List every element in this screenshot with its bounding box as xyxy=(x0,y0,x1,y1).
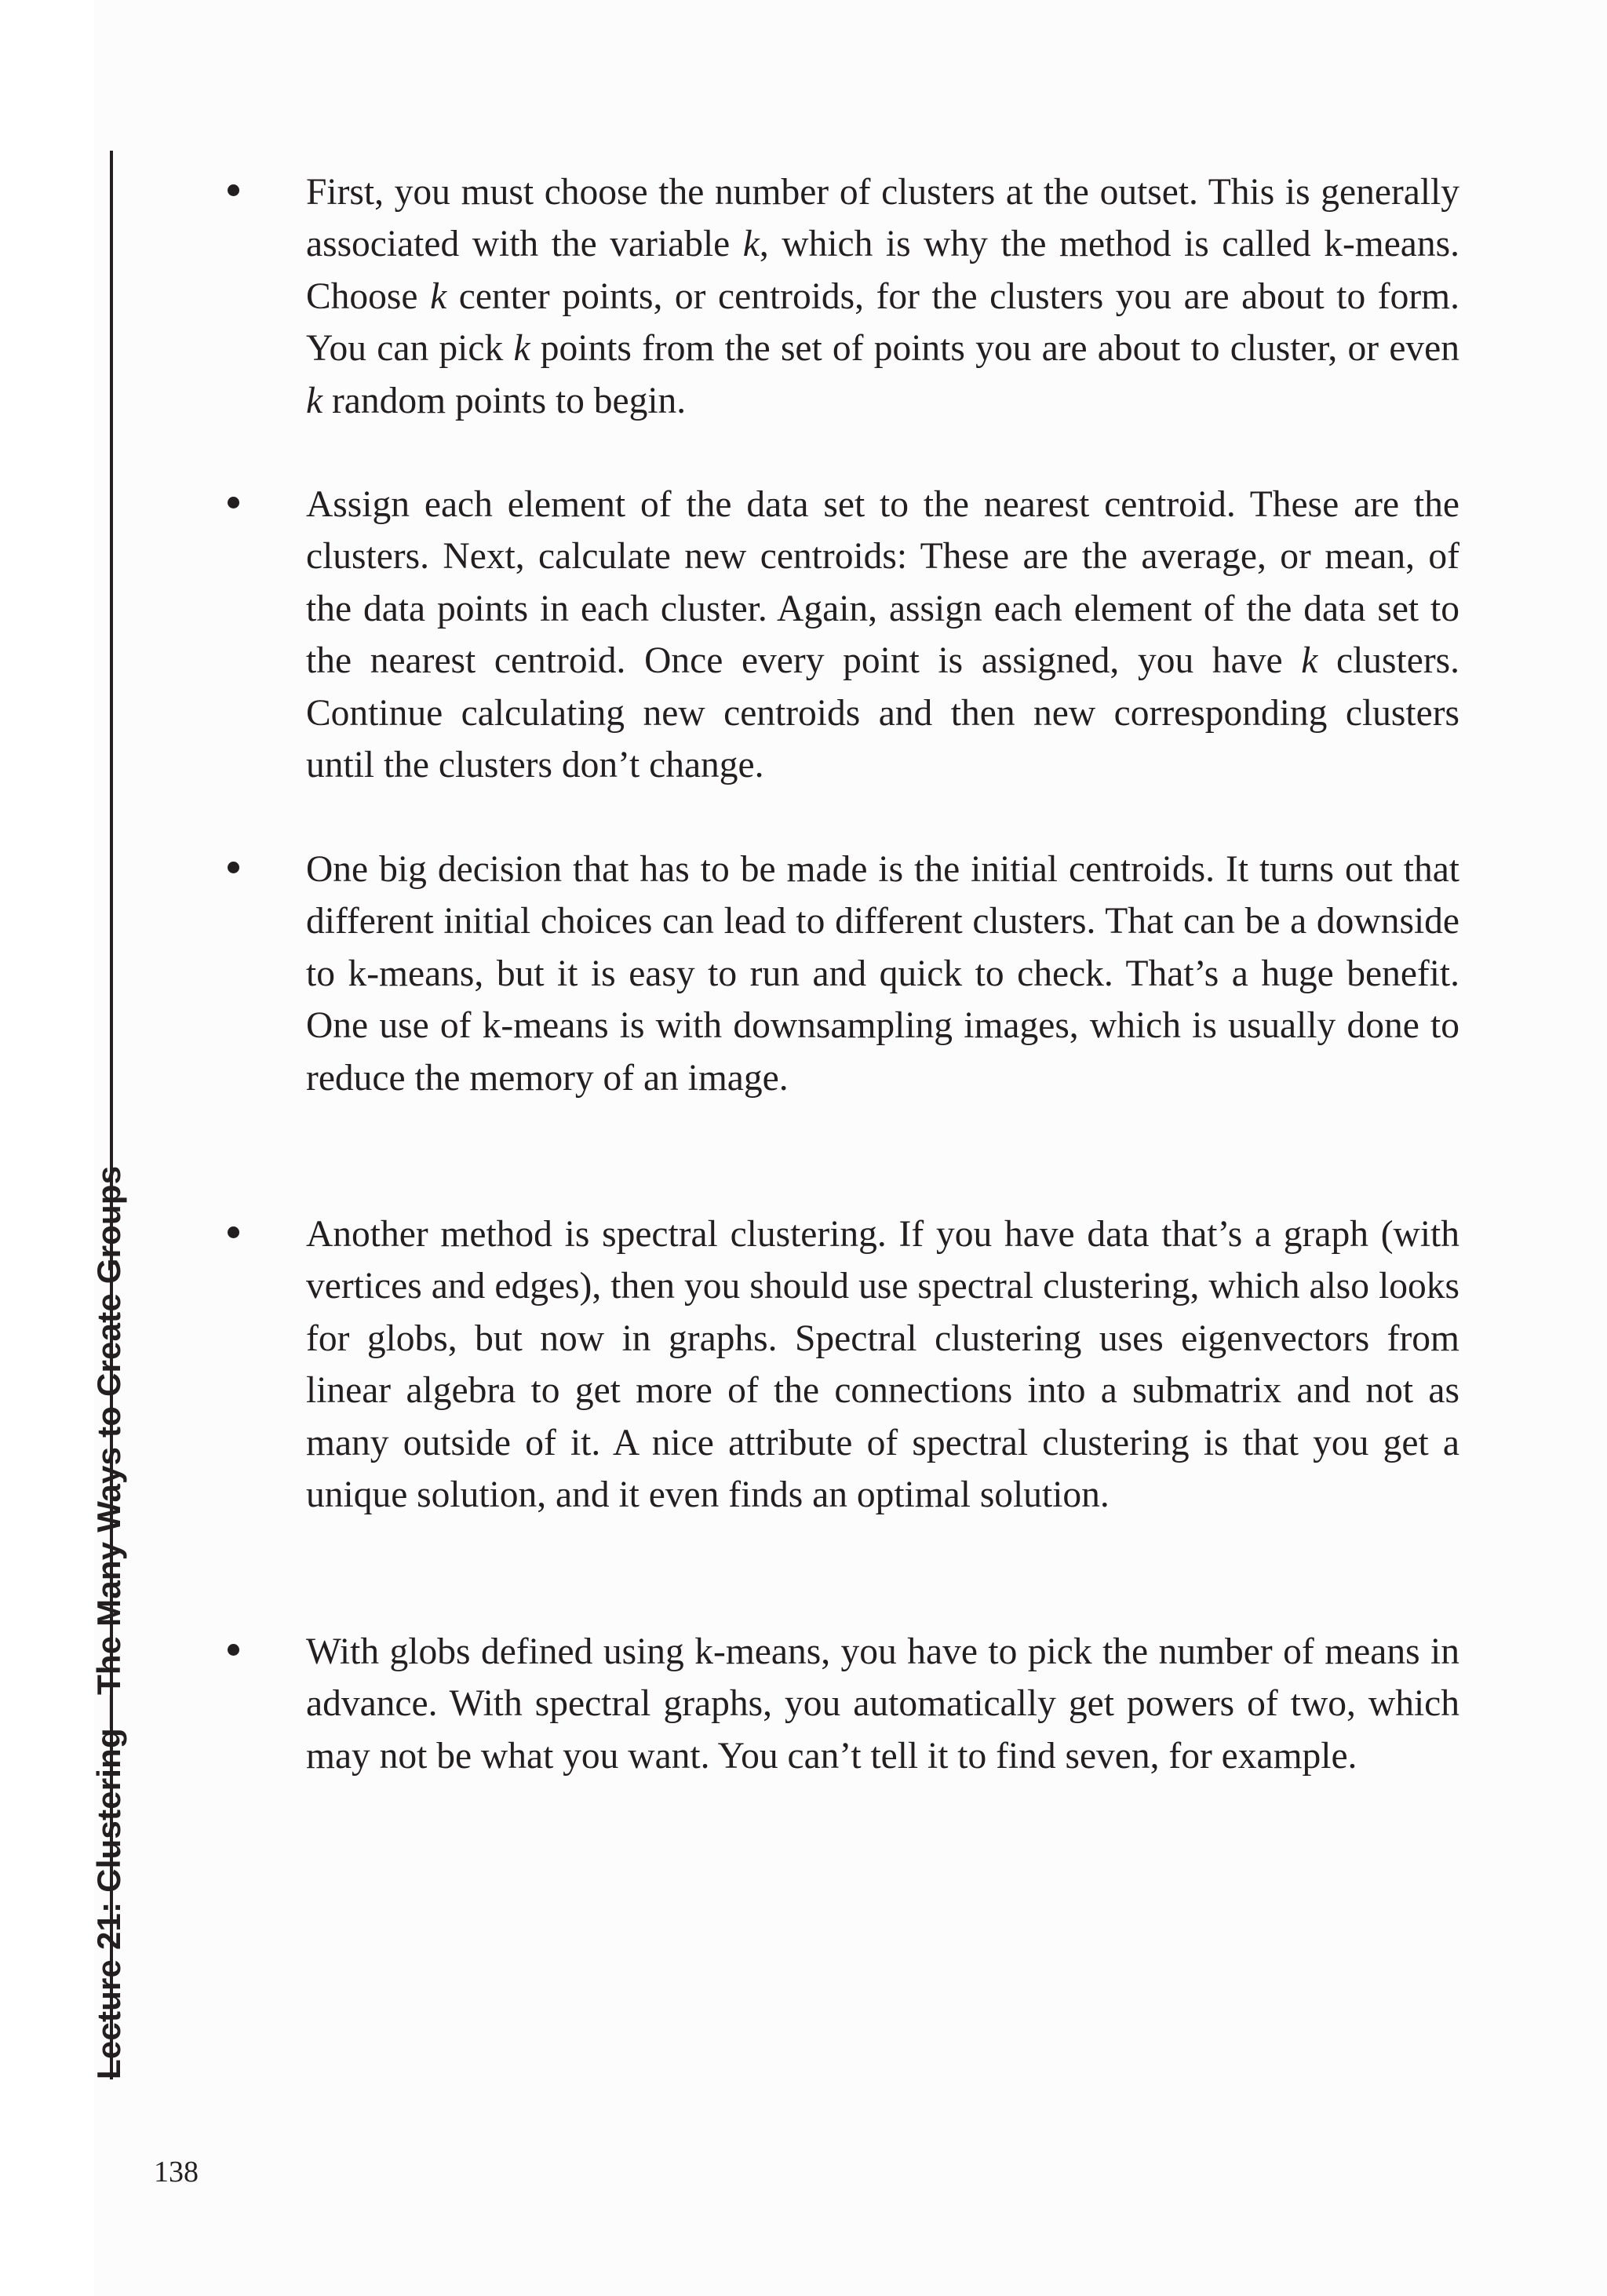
text-segment: Assign each element of the data set to the nearest centroid. These are the clusters. Next, calculate new centroids: These are the average, or mean, of the data points in each cluster. Again, assign each element of the data set to the nearest centroid. Once every point is assigned, you have xyxy=(306,484,1459,682)
bullet-icon xyxy=(228,1644,239,1656)
variable-k: k xyxy=(513,328,530,370)
text-segment: random points to begin. xyxy=(322,380,687,421)
page-number: 138 xyxy=(154,2156,199,2188)
text-segment: clusters. Continue calculating new centroids and then new corresponding clusters until the clusters don’t change. xyxy=(306,640,1459,786)
text-segment: First, you must choose the number of clusters at the outset. This is generally associated with the variable xyxy=(306,172,1459,265)
running-head: Lecture 21: Clustering—The Many Ways to Create Groups xyxy=(90,1165,127,2079)
variable-k: k xyxy=(1301,640,1318,682)
bullet-text-1 xyxy=(306,166,1459,427)
text-segment: center points, or centroids, for the clusters you are about to form. You can pick xyxy=(306,275,1459,370)
bullet-text-3 xyxy=(306,844,1459,1104)
variable-k: k xyxy=(742,224,760,265)
bullet-text-4 xyxy=(306,1208,1459,1521)
variable-k: k xyxy=(306,380,323,421)
text-segment: With globs defined using k-means, you have to pick the number of means in advance. With spectral graphs, you automatically get powers of two, which may not be what you want. You can’t tell it to find seven, for example. xyxy=(306,1631,1459,1777)
variable-k: k xyxy=(430,275,447,317)
bullet-icon xyxy=(228,497,239,508)
text-segment: , which is why the method is called k-means. Choose xyxy=(306,224,1459,317)
bullet-icon xyxy=(228,184,239,196)
text-segment: Another method is spectral clustering. If you have data that’s a graph (with vertices and edges), then you should use spectral clustering, which also looks for globs, but now in graphs. Spectral clustering uses eigenvectors from linear algebra to get more of the connections into a submatrix and not as many outside of it. A nice attribute of spectral clustering is that you get a unique solution, and it even finds an optimal solution. xyxy=(306,1214,1459,1516)
bullet-icon xyxy=(228,1226,239,1238)
text-segment: One big decision that has to be made is the initial centroids. It turns out that different initial choices can lead to different clusters. That can be a downside to k-means, but it is easy to run and quick to check. That’s a huge benefit. One use of k-means is with downsampling images, which is usually done to reduce the memory of an image. xyxy=(306,849,1459,1099)
bullet-text-2 xyxy=(306,479,1459,791)
bullet-icon xyxy=(228,862,239,873)
text-segment: points from the set of points you are about to cluster, or even xyxy=(530,328,1459,370)
bullet-text-5 xyxy=(306,1626,1459,1782)
